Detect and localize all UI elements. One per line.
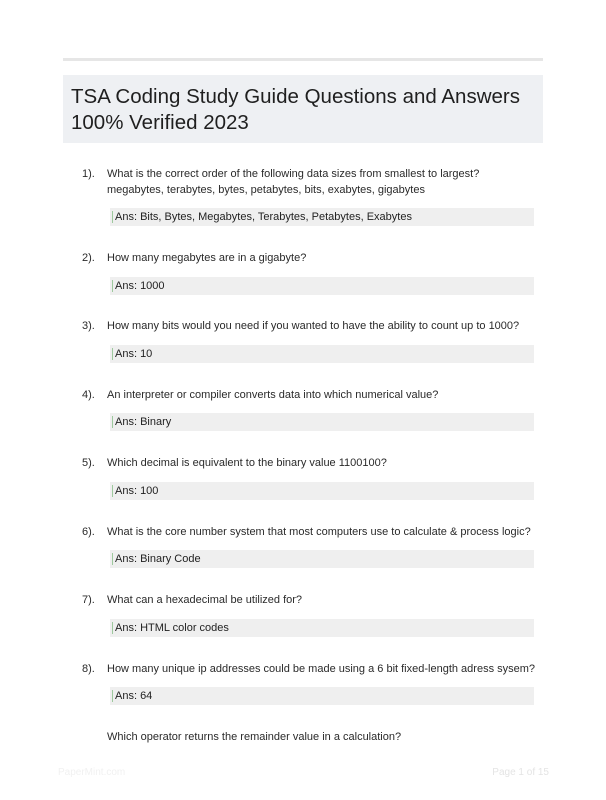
answer-text: Ans: Binary: [115, 416, 172, 428]
question-text: What is the correct order of the following data sizes from smallest to largest? megabytes, terabytes, bytes, petabytes, bits, exabytes, gigabytes: [107, 168, 480, 196]
answer-text: Ans: Binary Code: [115, 553, 201, 565]
question-text: How many bits would you need if you wanted to have the ability to count up to 1000?: [107, 320, 520, 332]
question-text: An interpreter or compiler converts data into which numerical value?: [107, 389, 439, 401]
question-number: 8).: [82, 663, 95, 675]
answer-text: Ans: 100: [115, 485, 159, 497]
question-number: 3).: [82, 320, 95, 332]
question-number: 4).: [82, 389, 95, 401]
top-divider: [63, 58, 543, 61]
watermark: PaperMint.com: [58, 767, 126, 778]
answer-accent-bar: [112, 622, 113, 634]
answer-accent-bar: [112, 416, 113, 428]
answer-accent-bar: [112, 553, 113, 565]
question-text: What can a hexadecimal be utilized for?: [107, 594, 303, 606]
answer-box: [110, 687, 534, 705]
question-number: 7).: [82, 594, 95, 606]
answer-text: Ans: 10: [115, 348, 153, 360]
page-number: Page 1 of 15: [492, 767, 549, 778]
answer-box: [110, 619, 534, 637]
answer-accent-bar: [112, 485, 113, 497]
answer-accent-bar: [112, 690, 113, 702]
question-text: How many unique ip addresses could be made using a 6 bit fixed-length adress sysem?: [107, 663, 536, 675]
answer-box: [110, 277, 534, 295]
answer-text: Ans: 1000: [115, 280, 165, 292]
question-number: 2).: [82, 252, 95, 264]
answer-text: Ans: 64: [115, 690, 153, 702]
answer-text: Ans: Bits, Bytes, Megabytes, Terabytes, Petabytes, Exabytes: [115, 211, 412, 223]
document-title: TSA Coding Study Guide Questions and Answers 100% Verified 2023: [71, 85, 520, 134]
question-text: Which operator returns the remainder value in a calculation?: [107, 731, 402, 743]
answer-accent-bar: [112, 280, 113, 292]
question-number: 5).: [82, 457, 95, 469]
answer-text: Ans: HTML color codes: [115, 622, 229, 634]
question-number: 6).: [82, 526, 95, 538]
answer-box: [110, 208, 534, 226]
answer-box: [110, 550, 534, 568]
answer-accent-bar: [112, 348, 113, 360]
question-text: How many megabytes are in a gigabyte?: [107, 252, 307, 264]
title-banner: [63, 75, 543, 143]
question-number: 1).: [82, 168, 95, 180]
answer-box: [110, 482, 534, 500]
question-text: Which decimal is equivalent to the binary value 1100100?: [107, 457, 387, 469]
answer-accent-bar: [112, 211, 113, 223]
answer-box: [110, 413, 534, 431]
question-text: What is the core number system that most computers use to calculate & process logic?: [107, 526, 531, 538]
answer-box: [110, 345, 534, 363]
